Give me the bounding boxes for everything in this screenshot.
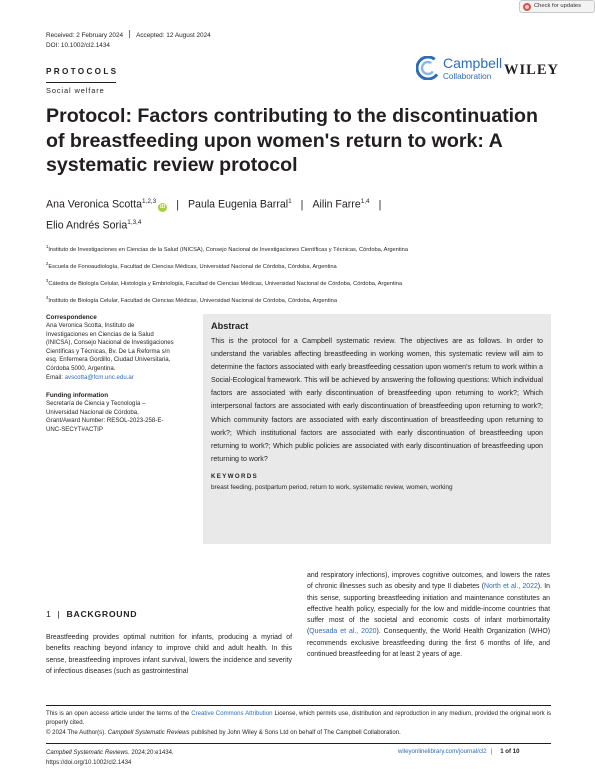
footer-divider-bar: | [490, 748, 493, 755]
section-number: 1 [46, 609, 52, 619]
affiliation-item [46, 257, 556, 274]
correspondence-heading: Correspondence [46, 314, 97, 321]
license-notice [46, 705, 551, 737]
correspondence-line: esq. Enfermera Gordillo, Ciudad Universitaria, [46, 356, 171, 364]
correspondence-line: Ana Veronica Scotta, Instituto de [46, 322, 135, 329]
author-affiliation-sup: 1,3,4 [127, 218, 142, 226]
affiliation-item [46, 274, 556, 291]
license-suffix: License, which permits use, distribution and reproduction in any medium, provided the original work is properly cited. [46, 710, 552, 727]
funding-heading: Funding information [46, 392, 109, 400]
copyright-prefix: © 2024 The Author(s). [46, 728, 108, 736]
keywords-list: breast feeding, postpartum period, return to work, systematic review, women, working [211, 483, 453, 491]
section-label: PROTOCOLS [46, 67, 119, 76]
funding-line: UNC-SECYT#ACTIP [46, 425, 103, 433]
affiliation-number: 2 [46, 261, 49, 267]
correspondence-line: Investigaciones en Ciencias de la Salud [46, 330, 154, 338]
article-url[interactable]: https://doi.org/10.1002/cl2.1434 [46, 758, 132, 766]
author-list [46, 193, 556, 234]
affiliation-text: Escuela de Fonoaudiología, Facultad de Ciencias Médicas, Universidad Nacional de Córdoba, Córdoba, Argentina [48, 263, 337, 270]
subsection-label: Social welfare [46, 82, 116, 95]
journal-site-link[interactable]: wileyonlinelibrary.com/journal/cl2 [398, 748, 487, 755]
paragraph-text: ). In this sense, supporting breastfeeding initiation and maintenance constitutes an effective health policy, especially for the low and middle-income countries that suffer most of the societal and economic costs of infant morbimortality ( [307, 583, 550, 636]
funding-line: Grant/Award Number: RESOL-2023-258-E- [46, 417, 164, 425]
author-name[interactable]: Ana Veronica Scotta [46, 198, 142, 211]
email-label: Email: [46, 373, 63, 381]
correspondence-line: Córdoba 5000, Argentina. [46, 364, 116, 372]
journal-citation [46, 748, 174, 768]
article-dates [46, 30, 211, 39]
abstract-box [203, 314, 551, 544]
keywords-heading: KEYWORDS [211, 472, 259, 480]
footer-right [398, 748, 520, 755]
footer-divider [46, 743, 551, 744]
section-heading-text: BACKGROUND [66, 609, 138, 619]
funding-line: Universidad Nacional de Córdoba, [46, 408, 139, 416]
correspondence-email-row [46, 374, 196, 383]
journal-volume: . 2024;20:e1434. [127, 749, 174, 756]
abstract-text: This is the protocol for a Campbell systematic review. The objectives are as follows. In order to understand the variables affecting breastfeeding in working women, this systematic review will aim to determine the factors associated with early breastfeeding cessation upon women's return to work within a Social-Ecological framework. This will be achieved by answering the following questions: Which individual factors are associated with early discontinuation of breastfeeding upon returning to work?; Which interpersonal factors are associated with early discontinuation of breastfeeding upon returning to work?; Which community factors are associated with early discontinuation of breastfeeding upon returning to work?; Which institutional factors are associated with early discontinuation of breastfeeding upon returning to work?; Which public policies are associated with early discontinuation of breastfeeding upon returning to work? [211, 337, 543, 463]
correspondence-line: (INICSA), Consejo Nacional de Investigaciones [46, 339, 174, 347]
affiliation-text: Instituto de Investigaciones en Ciencias de la Salud (INICSA), Consejo Nacional de Investigaciones Científicas y Técnicas, Córdoba, Argentina [48, 246, 409, 253]
author-name[interactable]: Paula Eugenia Barral [187, 198, 289, 211]
paragraph-text: and respiratory infections), improves cognitive outcomes, and lowers the rates of chronic illnesses such as obesity and type II diabetes ( [307, 572, 550, 591]
email-link[interactable]: avscotta@fcm.unc.edu.ar [64, 373, 134, 381]
affiliation-number: 1 [46, 244, 49, 249]
page-number: 1 of 10 [500, 748, 520, 755]
received-date: Received: 2 February 2024 [46, 32, 124, 39]
author-divider: | [176, 198, 179, 211]
updates-icon [523, 3, 531, 11]
author-affiliation-sup: 1 [288, 198, 292, 205]
accepted-date: Accepted: 12 August 2024 [136, 32, 211, 39]
creative-commons-link[interactable]: Creative Commons Attribution [191, 710, 273, 717]
affiliation-text: Cátedra de Biología Celular, Histología y Embriología, Facultad de Ciencias Médicas, Universidad Nacional de Córdoba, Córdoba, Argentina [48, 281, 403, 288]
citation-link[interactable]: Quesada et al., 2020 [309, 628, 377, 636]
abstract-heading: Abstract [211, 321, 249, 331]
copyright-journal: Campbell Systematic Reviews [107, 728, 190, 736]
orcid-icon[interactable]: iD [159, 203, 166, 210]
check-for-updates-badge[interactable] [519, 0, 595, 13]
collaboration-logo-text: Collaboration [443, 72, 492, 81]
section-heading-background [46, 609, 137, 619]
article-sidebar [46, 313, 196, 435]
paragraph-text: ). Consequently, the World Health Organization (WHO) recommends exclusive breastfeeding during the first 6 months of life, and continued breastfeeding for at least 2 years of age. [307, 628, 550, 659]
author-divider: | [300, 198, 304, 211]
affiliation-number: 4 [46, 295, 49, 301]
correspondence-line: Científicas y Técnicas, Bv. De La Reforma s/n [46, 347, 170, 355]
wiley-logo: WILEY [504, 62, 559, 78]
license-prefix: This is an open access article under the terms of the [46, 710, 192, 717]
article-title: Protocol: Factors contributing to the discontinuation of breastfeeding upon women's return to work: A systematic review protocol [46, 105, 538, 177]
affiliation-number: 3 [46, 278, 49, 284]
author-divider: | [378, 198, 382, 211]
affiliation-item [46, 240, 556, 257]
campbell-logo-icon [416, 56, 440, 80]
author-affiliation-sup: 1,2,3 [142, 198, 157, 205]
journal-name: Campbell Systematic Reviews [46, 749, 128, 756]
journal-citation-line [46, 748, 174, 758]
affiliation-item [46, 291, 556, 308]
author-affiliation-sup: 1,4 [360, 198, 370, 205]
license-text [46, 709, 551, 728]
funding-line: Secretaría de Ciencia y Tecnología – [46, 400, 146, 408]
citation-link[interactable]: North et al., 2022 [484, 583, 538, 591]
background-left-column: Breastfeeding provides optimal nutrition for infants, producing a myriad of benefits reaching beyond infancy to improve child and adult health. In this sense, breastfeeding improves infant survival, lowers the incidence and severity of infectious diseases (such as gastrointestinal [46, 634, 292, 675]
doi: DOI: 10.1002/cl2.1434 [46, 42, 110, 49]
affiliation-text: Instituto de Biología Celular, Facultad de Ciencias Médicas, Universidad Nacional de Córdoba, Córdoba, Argentina [48, 298, 337, 305]
affiliation-list [46, 240, 556, 308]
check-for-updates-label: Check for updates [534, 3, 582, 9]
background-right-column [307, 570, 550, 660]
author-name[interactable]: Elio Andrés Soria [46, 219, 128, 232]
copyright-line [46, 728, 551, 737]
section-heading-divider: | [57, 609, 61, 619]
copyright-suffix: published by John Wiley & Sons Ltd on behalf of The Campbell Collaboration. [189, 728, 401, 736]
campbell-logo-text: Campbell [443, 55, 503, 71]
author-name[interactable]: Ailin Farre [312, 198, 361, 211]
dates-divider [129, 30, 130, 38]
